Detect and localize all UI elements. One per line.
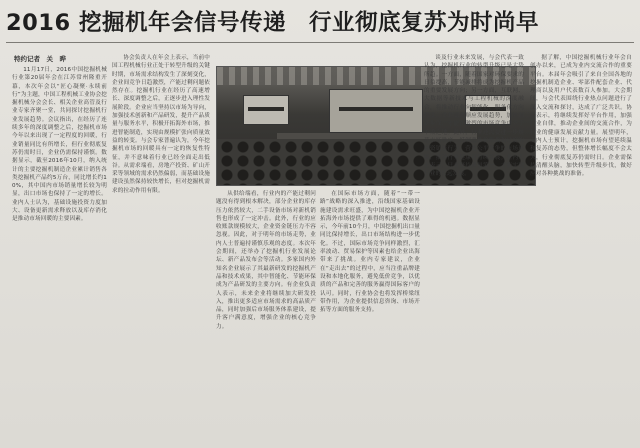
article-column-1: [12, 66, 107, 442]
article-column-3: [216, 190, 316, 442]
column-text: 从供给端看，行业内的产能过剩问题没有得到根本解决，部分企业的库存压力依然较大，二手设备市场对新机销售也形成了一定冲击。此外，行业的应收账款规模较大，企业资金链压力不容忽视。因此，对于明年的市场走势，业内人士普遍持谨慎乐观的态度。本次年会期间，还举办了挖掘机行业发展论坛、新产品发布会等活动。多家国内外知名企业展示了其最新研发的挖掘机产品和技术成果，其中智能化、节能环保成为产品研发的主要方向。有企业负责人表示，未来企业将继续加大研发投入，推出更多适应市场需求的高品质产品，同时加强后市场服务体系建设，提升客户满意度，增强企业的核心竞争力。: [216, 191, 316, 330]
article-byline: 特约记者 关 晔: [14, 55, 66, 63]
article-column-6: [530, 54, 632, 442]
column-text: 在国际市场方面，随着“一带一路”战略的深入推进，沿线国家基础设施建设需求旺盛，为中国挖掘机企业开拓海外市场提供了难得的机遇。数据显示，今年前10个月，中国挖掘机出口量同比保持增长，出口市场结构进一步优化。不过，国际市场竞争同样激烈，汇率波动、贸易保护等因素也给企业出海带来了挑战。业内专家建议，企业在“走出去”的过程中，应当注重品牌建设和本地化服务，避免低价竞争，以优质的产品和完善的服务赢得国际客户的认可。同时，行业协会也将发挥桥梁纽带作用，为企业提供信息咨询、市场开拓等方面的服务支持。: [320, 191, 420, 314]
column-text: 谈及行业未来发展，与会代表一致认为，挖掘机行业的转型升级已是大势所趋。一方面，随着国家对环保要求的日益提高，节能减排将成为挖掘机产品的重要发展方向；另一方面，互联网、大数据等新技术与工程机械的深度融合，将推动行业向智能化、服务化方向转变。企业需要顺应发展趋势，加快创新步伐，才能在激烈的市场竞争中立于不败之地。此外，行业还需要进一步规范市场秩序，抵制恶性价格战和过度的融资销售行为，营造公平竞争的市场环境，推动行业健康可持续发展。业内人士表示，只有坚持质量第一，才能实现行业的长远发展。: [424, 55, 524, 178]
photo-side-screen-left: [243, 95, 289, 125]
article-column-5: [424, 54, 524, 442]
column-text: 据了解，中国挖掘机械行业年会自创办以来，已成为业内交流合作的重要平台。本届年会吸引了来自全国各地的挖掘机制造企业、零部件配套企业、代理商以及用户代表数百人参加。大会期间，与会代表围绕行业热点问题进行了深入交流和探讨，达成了广泛共识。协会表示，将继续发挥好平台作用，加强行业自律，推动企业间的交流合作，为行业的健康发展贡献力量。展望明年，业内人士预计，挖掘机市场有望延续温和复苏的态势，但整体增长幅度不会太大，行业彻底复苏仍需时日。企业需保持清醒头脑，加快转型升级步伐，做好应对各种挑战的准备。: [530, 55, 632, 178]
article-column-2: [112, 54, 210, 442]
headline-rule: [6, 42, 634, 43]
photo-main-screen: [329, 89, 423, 133]
column-text: 协会负责人在年会上表示，当前中国工程机械行业正处于转型升级的关键时期，市场需求结构发生了深刻变化，企业间竞争日趋激烈，产能过剩问题依然存在。挖掘机行业在经历了高速增长、深度调整之后，正逐步进入理性发展阶段。企业应当坚持以市场为导向，加强技术创新和产品研发，提升产品质量与服务水平，积极开拓海外市场，推进智能制造，实现由规模扩张向质量效益的转变。与会专家普遍认为，今年挖掘机市场的回暖具有一定的恢复性特征，并不意味着行业已经全面走出低谷。从需求端看，房地产投资、矿山开采等领域的需求仍然偏弱，而基础设施建设虽然保持较快增长，但对挖掘机需求的拉动作用有限。: [112, 55, 210, 194]
column-text: 11月17日，2016中国挖掘机械行业第20届年会在江苏常州隆重开幕，本次年会以“匠心凝聚·永续前行”为主题，中国工程机械工业协会挖掘机械分会会长、相关企业高管及行业专家齐聚一堂，共同探讨挖掘机行业发展趋势。会议指出，在经历了连续多年的深度调整之后，挖掘机市场今年以来出现了一定程度的回暖，行业销量同比有所增长，但行业彻底复苏仍需时日，企业仍需保持谨慎。数据显示，截至2016年10月，纳入统计的主要挖掘机制造企业累计销售各类挖掘机产品约5万台，同比增长约10%，其中国内市场销量增长较为明显，出口市场也保持了一定的增长。业内人士认为，基础设施投资力度加大、设备更新需求释放以及库存消化是推动市场回暖的主要因素。: [12, 67, 107, 223]
article-headline: 2016 挖掘机年会信号传递 行业彻底复苏为时尚早: [6, 10, 539, 36]
article-column-4: [320, 190, 420, 442]
